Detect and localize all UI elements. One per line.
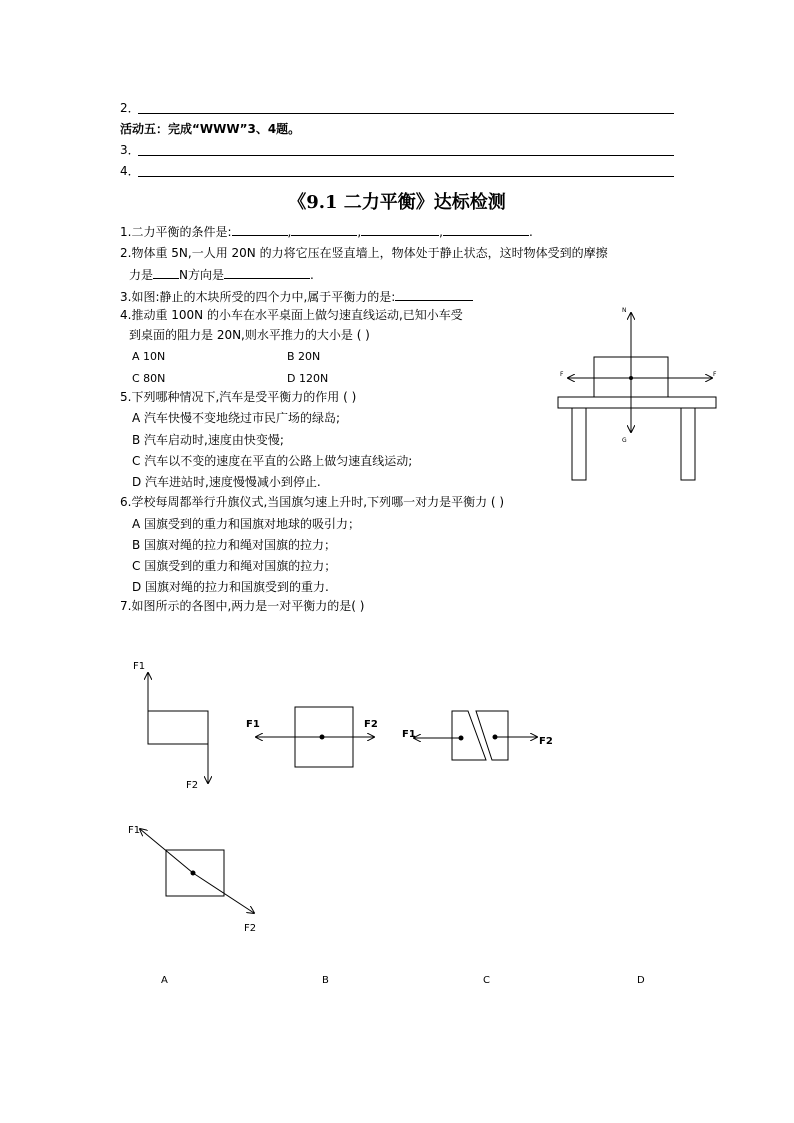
q3-table-leg-left	[572, 408, 586, 480]
line-4-number: 4．	[120, 164, 140, 178]
q3-text: 3.如图:静止的木块所受的四个力中,属于平衡力的是:	[120, 290, 396, 304]
q1-sep-1: ,	[287, 225, 292, 239]
choice-label-a[interactable]: A	[161, 975, 168, 986]
q6-option-b[interactable]: B 国旗对绳的拉力和绳对国旗的拉力；	[132, 538, 337, 552]
q7-figure-c	[414, 711, 537, 760]
fig-d-f1-label: F1	[128, 825, 141, 836]
q3-tabletop	[558, 397, 716, 408]
fig-c-dot-left	[459, 736, 464, 741]
choice-label-d[interactable]: D	[637, 975, 645, 986]
question-5: 5.下列哪种情况下,汽车是受平衡力的作用 ( )	[120, 390, 357, 404]
q4-option-d[interactable]: D 120N	[287, 372, 329, 385]
question-4-line-2: 到桌面的阻力是 20N,则水平推力的大小是 ( )	[129, 328, 370, 342]
fig-b-f1-label: F1	[246, 719, 260, 730]
q5-option-b[interactable]: B 汽车启动时,速度由快变慢;	[132, 433, 284, 447]
activity-5-heading: 活动五：完成“WWW”3、4题。	[120, 122, 301, 136]
fig-a-f1-label: F1	[133, 661, 146, 672]
q3-f-left-label: F	[560, 371, 564, 378]
q3-n-label: N	[622, 307, 627, 314]
q7-figure-b	[256, 707, 374, 767]
q1-end: .	[528, 225, 533, 239]
q5-option-c[interactable]: C 汽车以不变的速度在平直的公路上做匀速直线运动;	[132, 454, 413, 468]
q2-text-a: 力是	[129, 268, 154, 282]
q3-g-label: G	[622, 437, 627, 444]
q4-option-c[interactable]: C 80N	[132, 372, 166, 385]
fig-d-f2-label: F2	[244, 923, 257, 934]
q4-option-b[interactable]: B 20N	[287, 350, 321, 363]
q2-text-b: N方向是	[179, 268, 224, 282]
q1-sep-3: ,	[439, 225, 443, 239]
q7-figure-a	[148, 673, 208, 783]
question-6: 6.学校每周都举行升旗仪式,当国旗匀速上升时,下列哪一对力是平衡力 ( )	[120, 495, 505, 509]
q3-f-right-label: F	[713, 371, 717, 378]
q1-text: 1.二力平衡的条件是:	[120, 225, 232, 239]
question-7: 7.如图所示的各图中,两力是一对平衡力的是( )	[120, 599, 365, 613]
question-4-line-1: 4.推动重 100N 的小车在水平桌面上做匀速直线运动,已知小车受	[120, 308, 463, 322]
fig-c-f2-label: F2	[539, 736, 553, 747]
q6-option-a[interactable]: A 国旗受到的重力和国旗对地球的吸引力；	[132, 517, 361, 531]
q3-table-leg-right	[681, 408, 695, 480]
q1-sep-2: ,	[357, 225, 362, 239]
choice-label-c[interactable]: C	[483, 975, 490, 986]
q7-figure-d	[140, 829, 254, 913]
fig-c-dot-right	[493, 735, 498, 740]
line-2-number: 2．	[120, 101, 140, 115]
q2-text-c: .	[310, 268, 314, 282]
fig-c-f1-label: F1	[402, 729, 416, 740]
q6-option-d[interactable]: D 国旗对绳的拉力和国旗受到的重力.	[132, 580, 329, 594]
page-title: 《9.1 二力平衡》达标检测	[288, 192, 506, 213]
fig-b-f2-label: F2	[364, 719, 378, 730]
q3-block-on-table-figure	[558, 313, 716, 480]
fig-d-center-dot	[191, 871, 196, 876]
q5-option-a[interactable]: A 汽车快慢不变地绕过市民广场的绿岛;	[132, 411, 341, 425]
fig-a-block	[148, 711, 208, 744]
choice-label-b[interactable]: B	[322, 975, 329, 986]
q4-option-a[interactable]: A 10N	[132, 350, 166, 363]
q5-option-d[interactable]: D 汽车进站时,速度慢慢减小到停止.	[132, 475, 321, 489]
line-3-number: 3．	[120, 143, 140, 157]
question-2-line-1: 2.物体重 5N,一人用 20N 的力将它压在竖直墙上，物体处于静止状态，这时物体受到的摩擦	[120, 246, 608, 260]
fig-b-center-dot	[320, 735, 325, 740]
fig-a-f2-label: F2	[186, 780, 199, 791]
q3-center-dot	[629, 376, 633, 380]
q6-option-c[interactable]: C 国旗受到的重力和绳对国旗的拉力；	[132, 559, 337, 573]
